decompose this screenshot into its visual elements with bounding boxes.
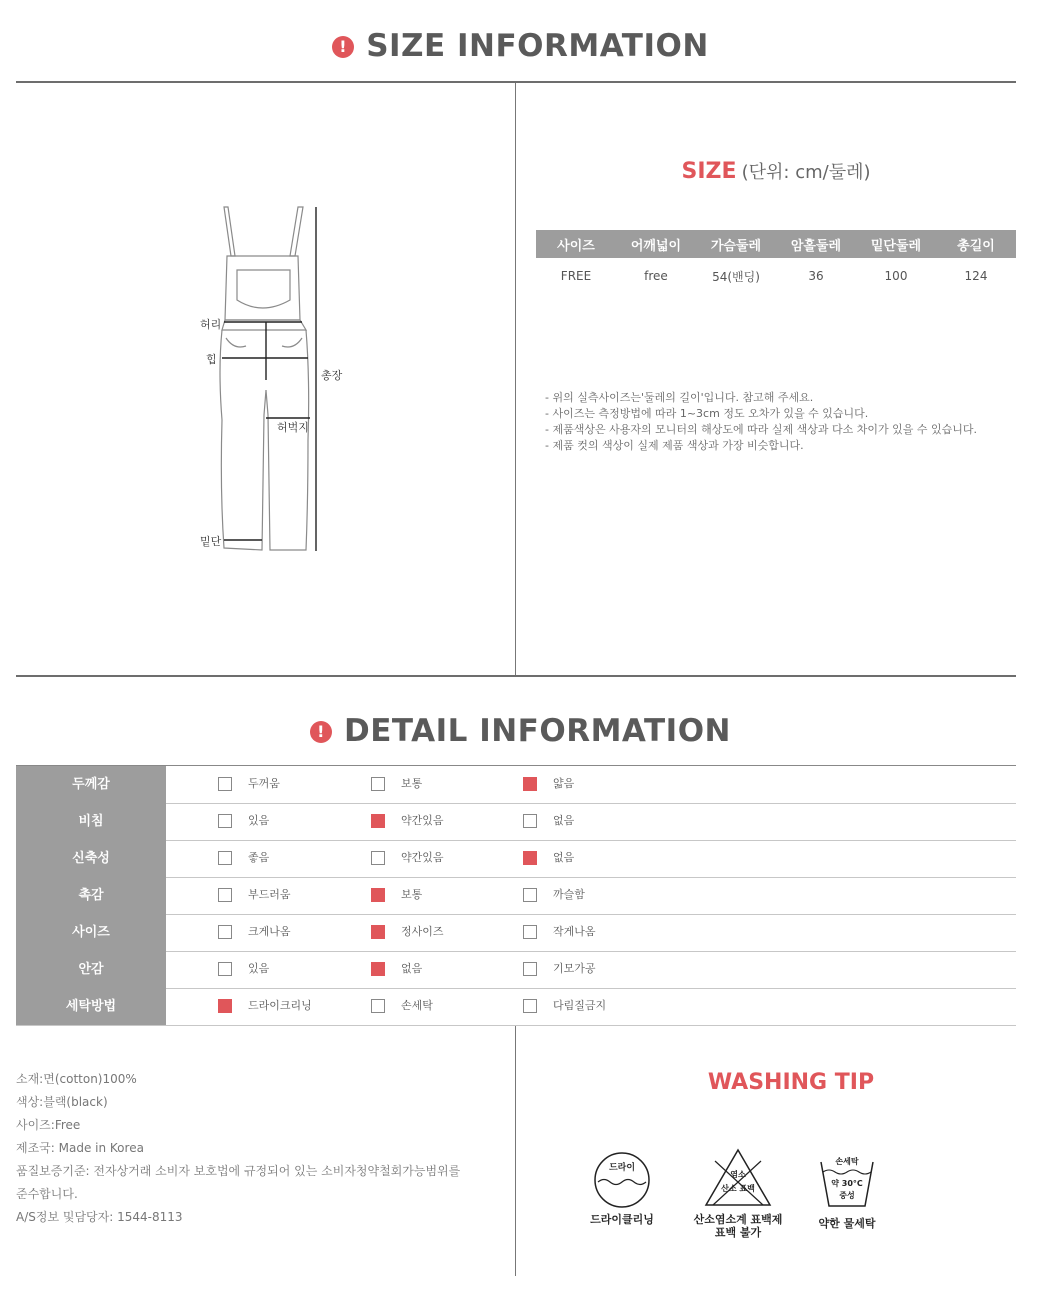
thigh-label: 허벅지 xyxy=(277,421,309,434)
size-table-header-cell: 총길이 xyxy=(936,230,1016,258)
checkbox-checked xyxy=(218,999,232,1013)
column-divider xyxy=(515,1026,516,1276)
table-row xyxy=(16,766,1016,804)
checkbox-unchecked xyxy=(218,814,232,828)
waist-label: 허리 xyxy=(200,318,222,331)
detail-option-label: 두꺼움 xyxy=(248,777,280,790)
detail-row-label: 비침 xyxy=(16,803,166,840)
detail-option-label: 작게나옴 xyxy=(553,925,596,938)
checkbox-unchecked xyxy=(523,999,537,1013)
size-table-cell: 124 xyxy=(964,269,988,283)
hand-wash-icon-top: 손세탁 xyxy=(835,1157,859,1166)
table-row xyxy=(16,840,1016,878)
detail-row-label: 신축성 xyxy=(16,840,166,877)
hand-wash-label: 약한 물세탁 xyxy=(818,1217,876,1230)
left-strap xyxy=(224,207,235,256)
size-information-title-text: SIZE INFORMATION xyxy=(366,28,709,64)
checkbox-checked xyxy=(371,814,385,828)
checkbox-unchecked xyxy=(523,814,537,828)
checkbox-checked xyxy=(371,888,385,902)
hand-wash-icon-mid: 약 30°C xyxy=(831,1179,863,1188)
checkbox-unchecked xyxy=(371,999,385,1013)
checkbox-unchecked xyxy=(371,777,385,791)
checkbox-unchecked xyxy=(218,925,232,939)
detail-option-label: 보통 xyxy=(401,888,423,901)
hand-wash-icon xyxy=(817,1150,877,1212)
table-row xyxy=(16,877,1016,915)
detail-option-label: 얇음 xyxy=(553,777,575,790)
detail-row-label: 사이즈 xyxy=(16,914,166,951)
checkbox-unchecked xyxy=(218,888,232,902)
info-line: 제조국: Made in Korea xyxy=(16,1141,144,1155)
detail-option-label: 정사이즈 xyxy=(401,925,444,938)
hip-label: 힙 xyxy=(206,353,217,366)
size-table xyxy=(536,230,1016,294)
detail-information-title xyxy=(0,713,1041,749)
detail-option-label: 부드러움 xyxy=(248,888,291,901)
table-row xyxy=(16,988,1016,1026)
bib-pocket xyxy=(237,270,290,308)
detail-option-label: 약간있음 xyxy=(401,851,444,864)
washing-tip-title: WASHING TIP xyxy=(707,1070,875,1095)
no-bleach-label-line: 산소염소계 표백제 xyxy=(693,1213,783,1226)
detail-option-label: 약간있음 xyxy=(401,814,444,827)
size-heading-unit: (단위: cm/둘레) xyxy=(741,162,871,183)
total-length-label: 총장 xyxy=(321,369,343,382)
checkbox-checked xyxy=(371,962,385,976)
detail-option-label: 없음 xyxy=(553,851,575,864)
checkbox-checked xyxy=(371,925,385,939)
checkbox-unchecked xyxy=(523,888,537,902)
checkbox-unchecked xyxy=(218,851,232,865)
size-table-cell: free xyxy=(644,269,668,283)
size-table-header-cell: 가슴둘레 xyxy=(696,230,776,258)
size-table-cell: FREE xyxy=(560,269,592,283)
table-row xyxy=(16,803,1016,841)
note-line: - 제품 컷의 색상이 실제 제품 색상과 가장 비슷합니다. xyxy=(545,439,804,452)
size-table-header-cell: 암홀둘레 xyxy=(776,230,856,258)
checkbox-unchecked xyxy=(523,925,537,939)
note-line: - 제품색상은 사용자의 모니터의 해상도에 따라 실제 색상과 다소 차이가 있을 수 있습니다. xyxy=(545,423,977,436)
no-bleach-label-line: 표백 불가 xyxy=(714,1226,762,1239)
size-table-header-cell: 밑단둘레 xyxy=(856,230,936,258)
section-divider xyxy=(16,81,1016,83)
right-leg xyxy=(266,330,309,550)
detail-row-label: 세탁방법 xyxy=(16,988,166,1025)
info-line: 준수합니다. xyxy=(16,1187,78,1201)
no-bleach-icon xyxy=(703,1147,773,1209)
checkbox-unchecked xyxy=(523,962,537,976)
dry-clean-icon-text: 드라이 xyxy=(608,1163,636,1173)
no-bleach-icon-top: 염소 xyxy=(730,1170,746,1179)
detail-option-label: 드라이크리닝 xyxy=(248,999,312,1012)
alert-icon: ! xyxy=(310,721,332,743)
detail-option-label: 있음 xyxy=(248,814,270,827)
checkbox-checked xyxy=(523,777,537,791)
info-line: 소재:면(cotton)100% xyxy=(16,1072,137,1086)
size-table-cell: 54(밴딩) xyxy=(712,269,760,284)
left-leg xyxy=(220,330,266,550)
checkbox-unchecked xyxy=(218,777,232,791)
detail-option-label: 있음 xyxy=(248,962,270,975)
checkbox-unchecked xyxy=(371,851,385,865)
size-heading xyxy=(516,158,1036,184)
detail-row-label: 두께감 xyxy=(16,766,166,803)
table-row xyxy=(16,914,1016,952)
hem-label: 밑단 xyxy=(200,535,222,548)
detail-option-label: 보통 xyxy=(401,777,423,790)
detail-option-label: 기모가공 xyxy=(553,962,596,975)
right-strap xyxy=(290,207,303,256)
info-line: 색상:블랙(black) xyxy=(16,1095,108,1109)
detail-option-label: 크게나옴 xyxy=(248,925,291,938)
checkbox-unchecked xyxy=(218,962,232,976)
info-line: 품질보증기준: 전자상거래 소비자 보호법에 규정되어 있는 소비자청약철회가능범위를 xyxy=(16,1164,461,1178)
size-heading-title: SIZE xyxy=(681,159,737,184)
hand-wash-icon-bottom: 중성 xyxy=(839,1191,855,1200)
detail-option-label: 손세탁 xyxy=(401,999,433,1012)
no-bleach-label xyxy=(686,1213,790,1239)
size-information-title xyxy=(0,28,1041,64)
no-bleach-icon-bottom: 산소 표백 xyxy=(721,1184,755,1193)
bib xyxy=(225,256,300,320)
product-info xyxy=(16,1068,511,1229)
detail-option-label: 없음 xyxy=(553,814,575,827)
size-table-header xyxy=(536,230,1016,258)
size-table-header-cell: 어깨넓이 xyxy=(616,230,696,258)
size-table-cell: 36 xyxy=(808,269,824,283)
table-row xyxy=(16,951,1016,989)
dry-clean-icon xyxy=(592,1150,652,1210)
checkbox-checked xyxy=(523,851,537,865)
detail-option-label: 좋음 xyxy=(248,851,270,864)
detail-option-label: 다림질금지 xyxy=(553,999,607,1012)
detail-row-label: 촉감 xyxy=(16,877,166,914)
size-table-header-cell: 사이즈 xyxy=(536,230,616,258)
alert-icon: ! xyxy=(332,36,354,58)
note-line: - 위의 실측사이즈는'둘레의 길이'입니다. 참고해 주세요. xyxy=(545,391,814,404)
section-divider xyxy=(16,675,1016,677)
note-line: - 사이즈는 측정방법에 따라 1~3cm 정도 오차가 있을 수 있습니다. xyxy=(545,407,869,420)
detail-row-label: 안감 xyxy=(16,951,166,988)
dry-clean-label: 드라이클리닝 xyxy=(590,1213,654,1226)
table-row xyxy=(536,258,1016,294)
detail-option-label: 까슬함 xyxy=(553,888,585,901)
size-notes xyxy=(545,390,977,454)
detail-option-label: 없음 xyxy=(401,962,423,975)
info-line: A/S정보 및담당자: 1544-8113 xyxy=(16,1210,183,1224)
size-table-cell: 100 xyxy=(884,269,908,283)
info-line: 사이즈:Free xyxy=(16,1118,81,1132)
detail-information-title-text: DETAIL INFORMATION xyxy=(343,713,731,749)
